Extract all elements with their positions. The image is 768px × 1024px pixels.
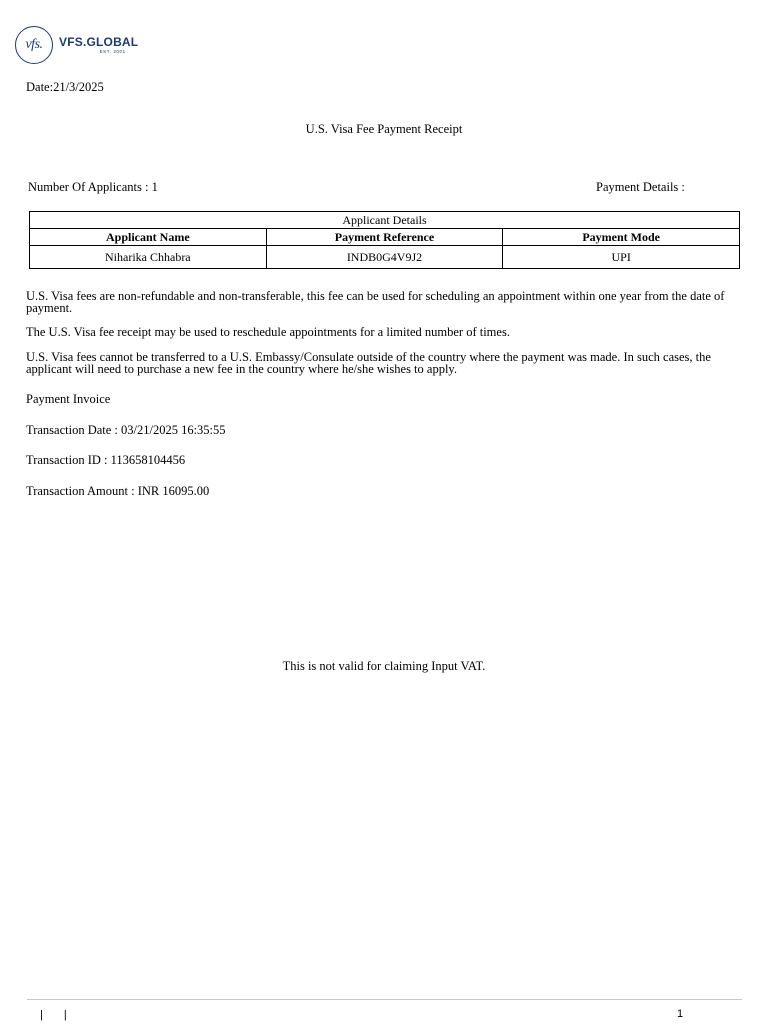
- transfer-policy-paragraph: U.S. Visa fees cannot be transferred to a U.S. Embassy/Consulate outside of the country where the payment was made. In such cases, the applicant will need to purchase a new fee in the country where he/she wishes to apply.: [26, 350, 711, 376]
- footer-divider: [27, 999, 742, 1000]
- transaction-date: Transaction Date : 03/21/2025 16:35:55: [26, 423, 226, 437]
- vfs-global-logo: [15, 26, 138, 64]
- document-title: U.S. Visa Fee Payment Receipt: [305, 122, 463, 136]
- refund-policy-paragraph: U.S. Visa fees are non-refundable and non-transferable, this fee can be used for scheduling an appointment within one year from the date of payment.: [26, 289, 725, 315]
- footer-bars: | |: [40, 1009, 76, 1021]
- number-of-applicants: Number Of Applicants : 1: [28, 180, 158, 194]
- page-number: 1: [677, 1008, 684, 1020]
- table-caption: Applicant Details: [30, 212, 740, 229]
- transaction-amount: Transaction Amount : INR 16095.00: [26, 484, 210, 498]
- vat-disclaimer: This is not valid for claiming Input VAT.: [282, 659, 486, 673]
- payment-reference-cell: INDB0G4V9J2: [266, 246, 503, 269]
- payment-mode-cell: UPI: [503, 246, 740, 269]
- table-row: [30, 246, 740, 269]
- logo-text: [59, 36, 138, 55]
- vfs-logo-mark: vfs.: [15, 26, 53, 64]
- receipt-date: Date:21/3/2025: [26, 80, 104, 94]
- payment-details-label: Payment Details :: [596, 180, 685, 194]
- logo-name: VFS.GLOBAL: [59, 34, 139, 49]
- applicant-name-cell: Niharika Chhabra: [30, 246, 267, 269]
- reschedule-paragraph: The U.S. Visa fee receipt may be used to reschedule appointments for a limited number of times.: [26, 325, 510, 339]
- column-header-payment-mode: Payment Mode: [503, 229, 740, 246]
- column-header-payment-reference: Payment Reference: [266, 229, 503, 246]
- transaction-id: Transaction ID : 113658104456: [26, 453, 186, 467]
- payment-invoice-heading: Payment Invoice: [26, 392, 111, 406]
- applicant-details-table: [29, 211, 740, 269]
- column-header-applicant-name: Applicant Name: [30, 229, 267, 246]
- logo-est: EST. 2001: [99, 48, 126, 54]
